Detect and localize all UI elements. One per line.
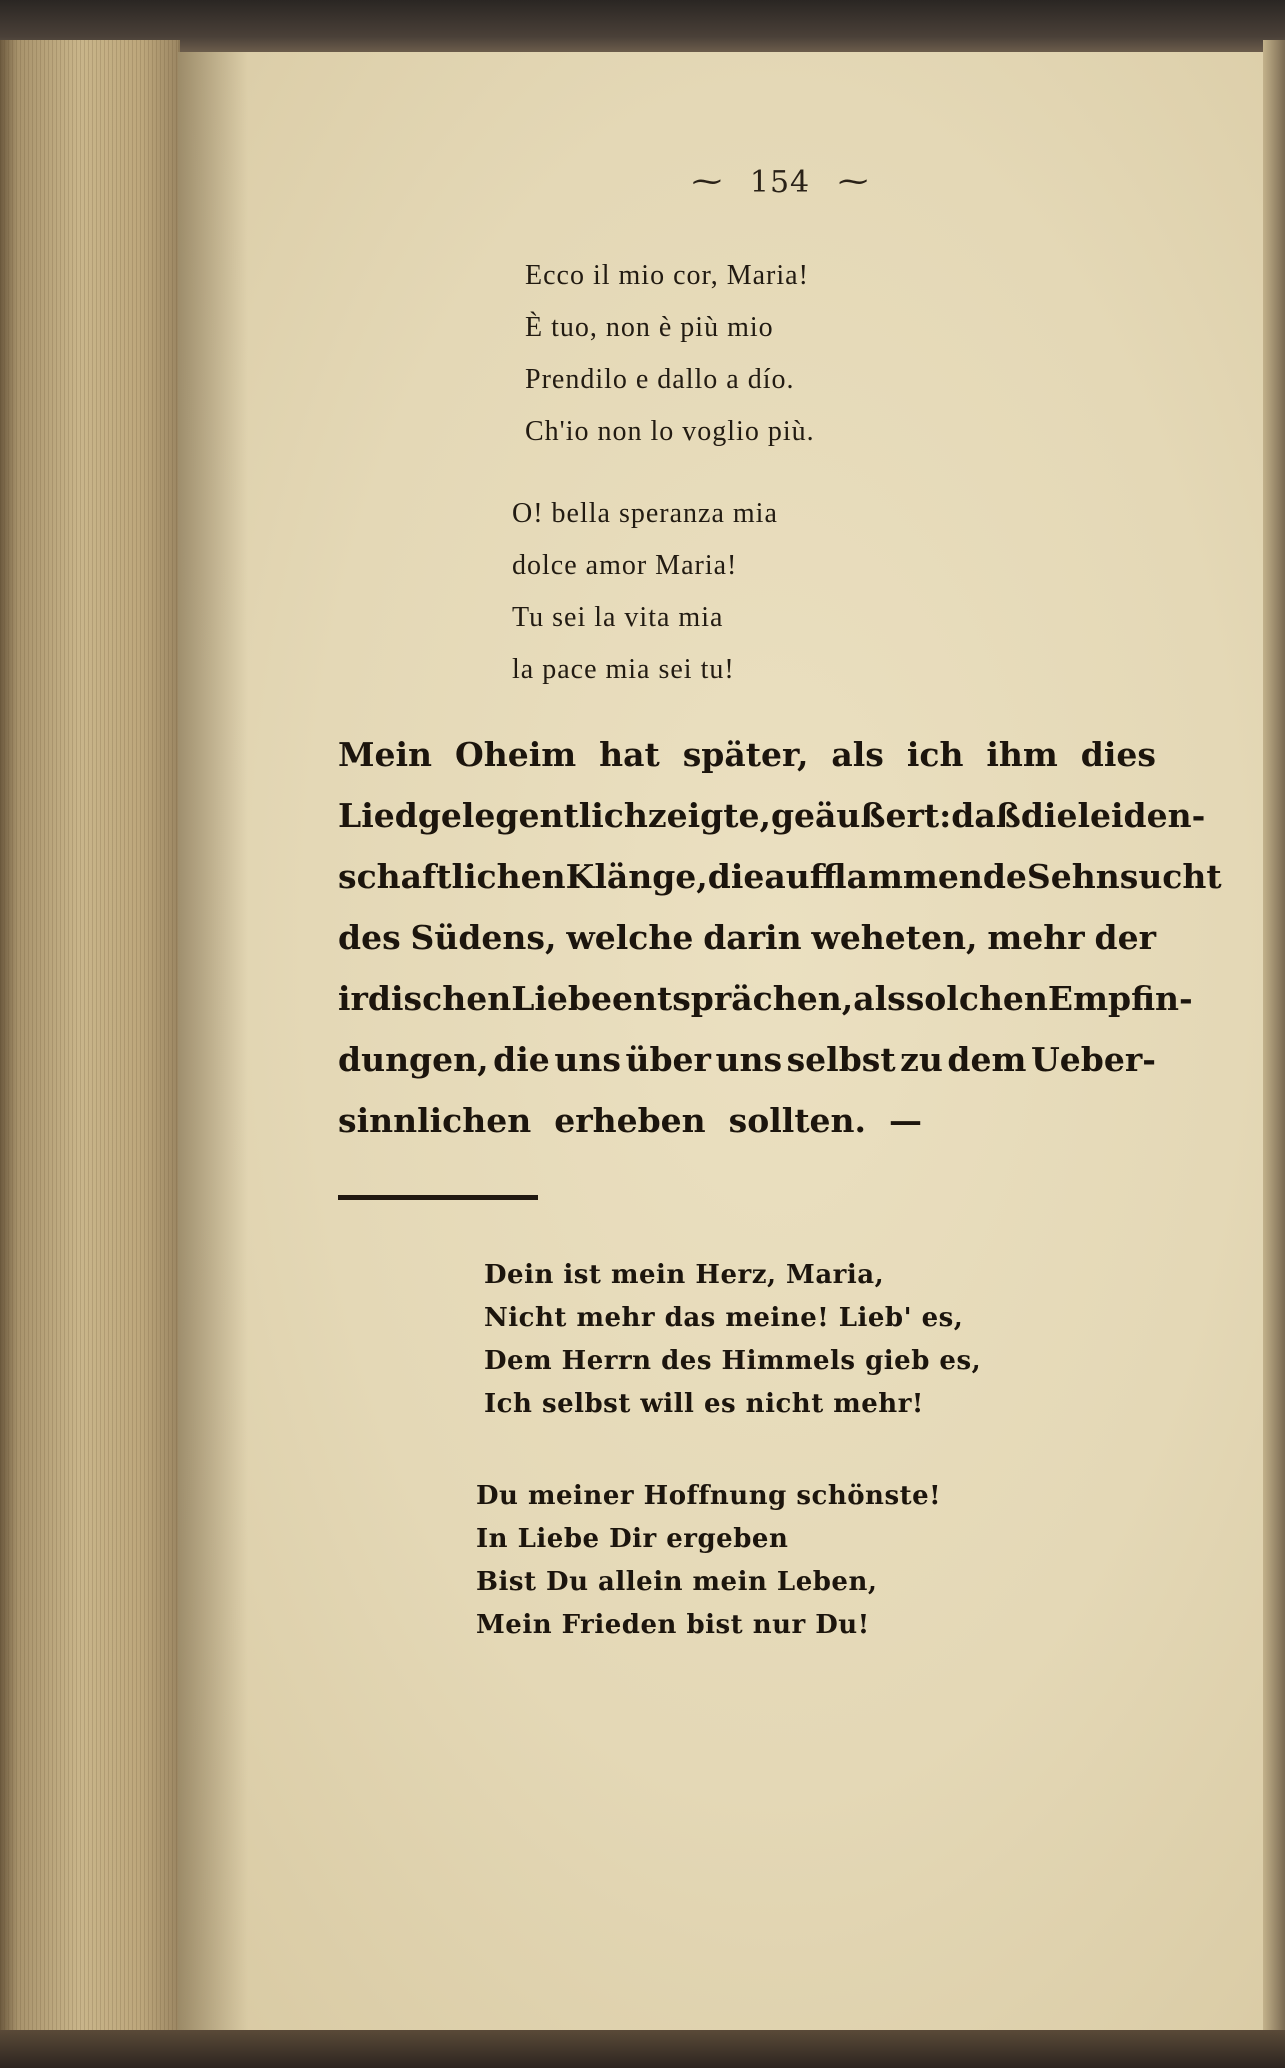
verse-line: Tu sei la vita mia — [512, 602, 724, 633]
word: irdischen — [338, 979, 512, 1018]
word: zeigte, — [647, 796, 771, 835]
word: Sehnsucht — [1026, 857, 1222, 896]
prose-line — [338, 1090, 1156, 1151]
word: Lied — [338, 796, 418, 835]
verse-line: Dein ist mein Herz, Maria, — [484, 1260, 885, 1290]
prose-line — [338, 724, 1156, 785]
word: dem — [947, 1040, 1027, 1079]
word: weheten, — [811, 918, 978, 957]
word: — — [889, 1101, 923, 1140]
verse-line: dolce amor Maria! — [512, 550, 738, 581]
word: leiden- — [1077, 796, 1206, 835]
word: solchen — [905, 979, 1048, 1018]
word: zu — [900, 1040, 943, 1079]
word: uns — [554, 1040, 621, 1079]
word: selbst — [786, 1040, 896, 1079]
italian-stanza-2 — [512, 488, 778, 696]
word: erheben — [554, 1101, 706, 1140]
prose-line — [338, 785, 1206, 846]
page-header — [640, 160, 920, 204]
prose-line — [338, 907, 1156, 968]
word: darin — [703, 918, 802, 957]
verse-line: Dem Herrn des Himmels gieb es, — [484, 1346, 982, 1376]
word: uns — [715, 1040, 783, 1079]
word: über — [625, 1040, 711, 1079]
word: daß — [951, 796, 1021, 835]
word: Liebe — [511, 979, 612, 1018]
verse-line: Du meiner Hoffnung schönste! — [476, 1481, 942, 1511]
word: die — [493, 1040, 550, 1079]
book-bottom-edge — [0, 2030, 1285, 2068]
word: dies — [1080, 735, 1156, 774]
verse-line: Prendilo e dallo a dío. — [525, 364, 795, 395]
verse-line: Nicht mehr das meine! Lieb' es, — [484, 1303, 964, 1333]
word: als — [853, 979, 906, 1018]
verse-line: Ecco il mio cor, Maria! — [525, 260, 809, 291]
word: Mein — [338, 735, 433, 774]
prose-line — [338, 846, 1222, 907]
word: die — [707, 857, 765, 896]
word: entsprächen, — [612, 979, 854, 1018]
word: welche — [566, 918, 694, 957]
word: geäußert: — [770, 796, 952, 835]
word: hat — [599, 735, 660, 774]
page-stack-edge — [0, 40, 180, 2030]
german-stanza-2 — [476, 1475, 941, 1647]
word: ich — [906, 735, 964, 774]
prose-line — [338, 1029, 1156, 1090]
italian-stanza-1 — [525, 250, 815, 458]
verse-line: Ich selbst will es nicht mehr! — [484, 1389, 924, 1419]
verse-line: Ch'io non lo voglio più. — [525, 416, 815, 447]
word: die — [1020, 796, 1078, 835]
prose-paragraph — [338, 724, 1222, 1151]
word: der — [1094, 918, 1156, 957]
word: gelegentlich — [417, 796, 648, 835]
word: mehr — [987, 918, 1085, 957]
verse-line: Bist Du allein mein Leben, — [476, 1567, 878, 1597]
verse-line: È tuo, non è più mio — [525, 312, 774, 343]
ornament-right: ⁓ — [838, 164, 869, 199]
german-stanza-1 — [484, 1254, 981, 1426]
word: Empfin- — [1047, 979, 1193, 1018]
section-divider — [338, 1195, 538, 1200]
word: Ueber- — [1030, 1040, 1156, 1079]
book-top-edge — [0, 0, 1285, 52]
verse-line: O! bella speranza mia — [512, 498, 778, 529]
prose-line — [338, 968, 1193, 1029]
word: als — [831, 735, 884, 774]
word: des — [338, 918, 401, 957]
ornament-left: ⁓ — [691, 164, 722, 199]
word: Klänge, — [565, 857, 708, 896]
verse-line: la pace mia sei tu! — [512, 654, 735, 685]
word: sinnlichen — [338, 1101, 532, 1140]
word: schaftlichen — [338, 857, 566, 896]
spine-shadow — [178, 52, 248, 2030]
word: aufflammende — [764, 857, 1027, 896]
word: Südens, — [410, 918, 557, 957]
word: später, — [682, 735, 809, 774]
page-right-edge — [1263, 40, 1285, 2030]
word: sollten. — [728, 1101, 867, 1140]
word: dungen, — [338, 1040, 489, 1079]
verse-line: In Liebe Dir ergeben — [476, 1524, 789, 1554]
page-number: 154 — [749, 164, 811, 200]
word: ihm — [986, 735, 1058, 774]
word: Oheim — [455, 735, 577, 774]
verse-line: Mein Frieden bist nur Du! — [476, 1610, 870, 1640]
